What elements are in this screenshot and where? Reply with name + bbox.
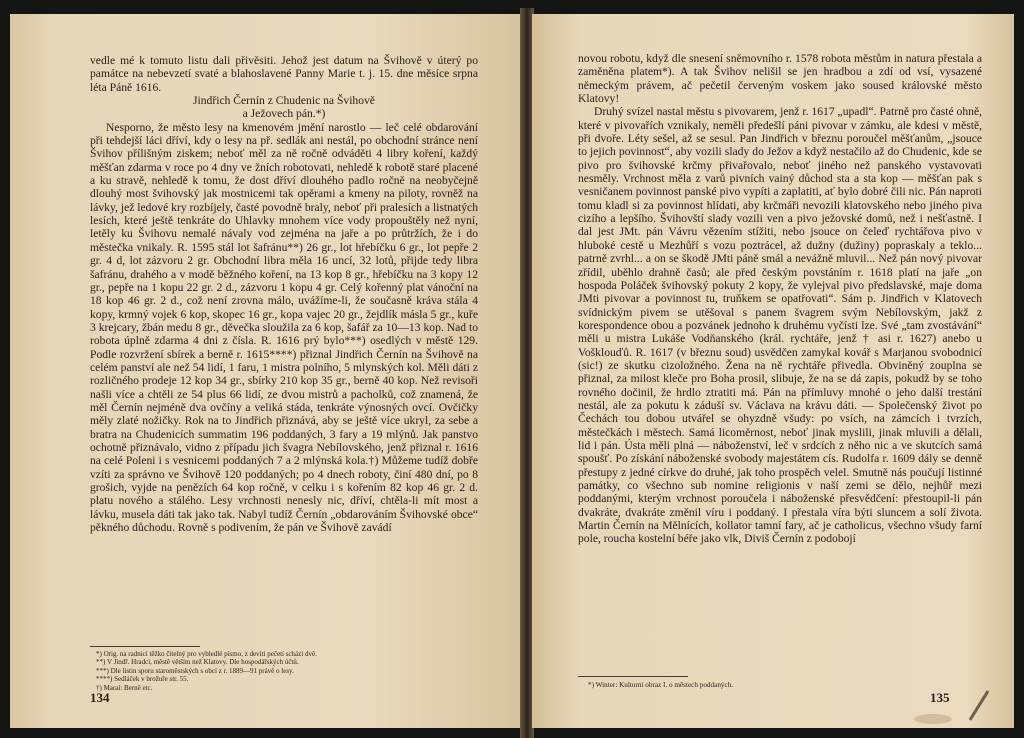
paragraph: Jindřich Černín z Chudenic na Švihově a Ježovech pán.*)	[193, 94, 375, 121]
left-page	[10, 14, 522, 728]
paragraph: novou robotu, když dle snesení sněmovního r. 1578 robota městům in natura přestala a zaměněna platem*). A tak Švihov nelišil se jen hradbou a zdí od vsí, vysazené německým právem, ač pečetil červeným voskem jako soused královské město Klatovy!	[578, 52, 982, 106]
left-footnote-rule	[90, 646, 200, 647]
left-page-body-text	[90, 54, 478, 642]
left-footnotes: *) Orig. na radnici těžko čitelný pro vybledlé písmo, z devíti pečetí schází dvě. **) V Jindř. Hradci, městě větším než Klatovy. Dle hospodářských účtů. ***) Dle listin sporu staroměstských s obcí z r. 1889—91 právě o lesy. ****) Sedláček v brožuře str. 55. †) Maraí: Berně etc.	[96, 650, 317, 692]
page-stain	[914, 714, 952, 724]
right-page-body-text	[578, 52, 982, 670]
right-footnotes: *) Winter: Kulturní obraz I. o městech poddaných.	[588, 681, 734, 689]
right-page-number: 135	[930, 690, 950, 705]
pencil-mark	[969, 690, 990, 720]
right-page	[532, 14, 1014, 728]
paragraph: Nesporno, že město lesy na kmenovém jmění narostlo — leč celé obdarování při tehdejší láci dříví, kdy o lesy na př. sedlák ani nestál, po obchodní stránce není Švihov přílišným ziskem; neboť měl za ně ročně odváděti 4 libry koření, každý měšťan zdarma v roce po 4 dny ve žních robotovati, nehledě k robotě staré placené a ku stravě, nehledě k tomu, že dost dříví dlouhého padlo ročně na neobyčejně dlouhý most švihovský jak mostnicemi tak opěrami a kmeny na piloty, rovněž na lávky, jež ledové kry rozbíjely, časté povodně braly, neboť při pralesích a listnatých lesích, které ještě tenkráte do Uhlavky mnohem více vody propouštěly než nyní, letěly ku Švihovu nemalé návaly vod zejména na jaře a po průtržích, že i do městečka vnikaly. R. 1595 stál lot šafránu**) 26 gr., lot hřebíčku 6 gr., lot pepře 2 gr. 4 d, lot zázvoru 2 gr. Obchodní libra měla 16 uncí, 32 lotů, přijde tedy libra šafránu, drahého a v modě běžného koření, na 13 kop 8 gr., hřebíčku na 3 kopy 12 gr., pepře na 1 kopu 22 gr. 2 d., zázvoru 1 kopu 4 gr. Celý kořenný plat vánoční na 18 kop 46 gr. 2 d., což není zrovna málo, uvážíme-li, že současně kráva stála 4 kopy, krmný vojek 6 kop, skopec 16 gr., kopa vajec 20 gr., žejdlík másla 5 gr., kuře 3 krejcary, žbán medu 8 gr., děvečka sloužila za 6 kop, šafář za 10—13 kop. Nad to robota úplně zdarma 4 dni z čísla. R. 1616 prý bylo***) osedlých v městě 129. Podle rozvržení sbírek a berně r. 1615****) přiznal Jindřich Černín na Švihově na celém panství ale než 54 lidí, 1 faru, 1 mistra polního, 5 mlynských kol. Měli dáti z rozličného prodeje 12 kop 34 gr., sbírky 210 kop 35 gr., berně 40 kop. Než revisoři našli více a chtěli ze 54 plus 66 lidí, ze dvou mistrů a pacholků, což znamená, že měl Černín nejméně dva ovčíny a veliká stáda, tenkráte výnosných ovcí. Ovčičky měly zlaté nožičky. Rok na to Jindřich přiznává, aby se ještě více ukryl, za sebe a bratra na Chudenicích summatim 196 poddaných, 3 fary a 19 mlýnů. Jak panstvo ochotně přiznávalo, vidno z případu jich švagra Nebílovského, jenž přiznal r. 1616 na celé Poleni i s vesnicemi poddaných 7 a 2 mlýnská kola.†) Můžeme tudíž dobře vzíti za správno ve Švihově 120 poddaných; po 4 dnech roboty, činí 480 dní, po 8 grošich, vyjde na penězích 64 kop ročně, v celku i s kořením 82 kop 46 gr. 2 d. platu nového a stálého. Lesy vrchnosti nenesly nic, dříví, chtěla-li mít most a lávku, musela dáti tak jako tak. Nabyl tudíž Černín „obdarováním Švihovské obce“ pěkného důchodu. Rovně s podivením, že pán ve Švihově zavádí	[90, 120, 478, 535]
paragraph: Druhý svízel nastal městu s pivovarem, jenž r. 1617 „upadl“. Patrně pro časté ohně, které v pivovařích vznikaly, neměli předešlí páni pivovar v zámku, ale kdesi v městě, při dvoře. Léty sešel, až se sesul. Pan Jindřich v březnu poroučel měšťanům, „jsouce to jejich povinnost“, aby vozili slady do Ježov a když nestačilo až do Chudenic, kde se pivo pro švihovské krčmy přivařovalo, neboť jiného než panského vystavovati nesměly. Vrchnost měla z varů pivních vainý důchod sta a sta kop — měšťan pak s vesničanem povinnost panské pivo vypíti a zaplatiti, ať bylo dobré čili nic. Pán naproti tomu kladl si za povinnost hlídati, aby krčmáři nevozili klatovského nebo jiného piva cizího a lepšího. Švihovští slady vozili ven a pivo ježovské domů, než i nešťastně. I dal jest JMt. pán Vávru vězením stížiti, nebo jsouce on čeleď rychtářova pivo v hluboké cestě u Mezhůří s vozu poztrácel, až dužny (dužiny) popraskaly a teklo... patrně zvrhl... a on se škodě JMti páně smál a nevážně mluvil... Než pán nový pivovar zřídil, uběhlo drahně časů; ale před českým povstáním r. 1618 platí na jaře „on hospoda Poláček švihovský pokuty 2 kopy, že vylejval pivo předslavské, maje doma JMti pivovar a povinnost tu, truňkem se opatřovati“. Sám p. Jindřich v Klatovech svídnickým pivem se utěšoval s panem švagrem svým Nebílovským, jakž z korespondence obou a pozvánek jednoho k druhému vyčísti lze. Své „tam zvostávání“ měli u mistra Lukáše Vodňanského (král. rychtáře, jenž † asi r. 1627) anebo u Vošklouďů. R. 1617 (v březnu soud) usvědčen zamykal kovář s Marjanou svobodnicí (sic!) ze skutku cizoložného. Žena na ně rychtáře přivedla. Obviněný zouplna se přiznal, za milost kleče pro Boha prosil, slibuje, že na se dá zapis, pokudž by se toho rovného dočinil, že hrdlo ztratiti má. Pán na přímluvy mnohé o jeho další trestání nestál, ale za pokutu k záduší sv. Václava na krávu dáti. — Společenský život po Čechách tou dobou utvářel se ohyzdně všudy: po vsích, na zámcích i tvrzích, městečkách i městech. Samá licoměrnost, neboť jinak myslili, jinak mluvili a dělali, lid i pán. Ústa měli plná — náboženství, leč v srdcích z něho nic a ve skutcích samá spoušť. Po získání náboženské svobody majestátem cís. Rudolfa r. 1609 dály se denně přestupy z jedné církve do druhé, jak toho prospěch velel. Smutně nás poučují listinné památky, co všechno sub nomine religionis v naší zemi se dělo, nejhůř mezi poddanými, kterým vrchnost poroučela i náboženské přesvědčení: přestoupil-li pán dvakráte, dvakráte změnil víru i poddaný. I přestala víra býti sluncem a solí života. Martin Černín na Mělnících, kollator tamní fary, ač je catholicus, všechno všudy farní pole, roucha kostelní béře jako vlk, Diviš Černín z podobojí	[578, 105, 982, 546]
left-page-number: 134	[90, 690, 110, 705]
paragraph: vedle mé k tomuto listu dali přivěsiti. Jehož jest datum na Švihově v úterý po památce na nebevzetí svaté a blahoslavené Panny Marie t. j. 15. dne měsíce srpna léta Páně 1616.	[90, 54, 478, 94]
right-footnote-rule	[578, 676, 688, 677]
